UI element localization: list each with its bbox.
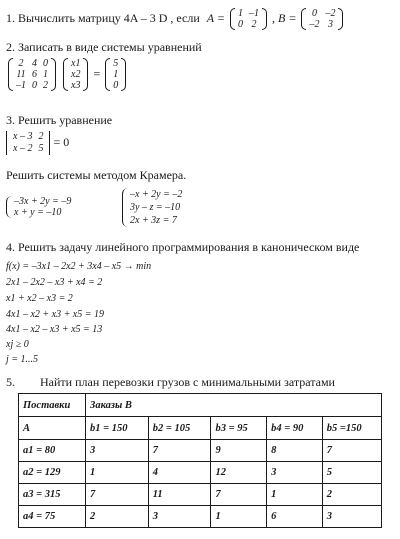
matrix-cell: 0 xyxy=(32,80,37,91)
table-cell: 11 xyxy=(148,484,211,506)
vector-cell: x2 xyxy=(71,69,81,80)
matrix-cell: 0 xyxy=(311,8,317,19)
matrix-a xyxy=(230,8,267,30)
matrix-cell: –1 xyxy=(16,80,26,91)
table-cell: 2 xyxy=(322,484,381,506)
matrix-cell: –1 xyxy=(249,8,259,19)
system-equation: x + y = –10 xyxy=(14,207,62,218)
constraint: 4x1 – x2 – x3 + x5 = 13 xyxy=(6,324,103,335)
matrix-cell: 11 xyxy=(16,69,26,80)
column-header: b3 = 95 xyxy=(211,417,267,440)
task2-title: 2. Записать в виде системы уравнений xyxy=(6,40,202,54)
det-cell: x – 3 xyxy=(13,131,33,142)
det-rhs: = 0 xyxy=(53,134,70,149)
table-row xyxy=(19,484,382,506)
matrix-cell: –2 xyxy=(309,19,320,30)
system-equation: –x + 2y = –2 xyxy=(130,189,183,200)
index-range: j = 1...5 xyxy=(6,354,39,365)
table-cell: 3 xyxy=(86,440,149,462)
task5-title: Найти план перевозки грузов с минимальными затратами xyxy=(40,375,335,389)
row-label: a2 = 129 xyxy=(19,462,86,484)
matrix-cell: 3 xyxy=(327,19,333,30)
determinant-equation xyxy=(6,131,69,155)
nonnegativity: xj ≥ 0 xyxy=(6,339,29,350)
matrix-cell: 2 xyxy=(43,80,48,91)
det-cell: x – 2 xyxy=(13,143,33,154)
system-2 xyxy=(122,188,182,227)
system-equation: –3x + 2y = –9 xyxy=(14,196,72,207)
transport-table xyxy=(18,393,382,528)
table-cell: 8 xyxy=(267,440,323,462)
matrix-cell: 4 xyxy=(32,58,37,69)
table-row xyxy=(19,440,382,462)
vector-cell: 5 xyxy=(113,58,119,69)
row-label: a1 = 80 xyxy=(19,440,86,462)
matrix-cell: 0 xyxy=(238,19,243,30)
table-columns-row xyxy=(19,417,382,440)
matrix-cell: 2 xyxy=(251,19,257,30)
task5-number: 5. xyxy=(6,375,15,389)
objective-function: f(x) = –3x1 – 2x2 + 3x4 – x5 → min xyxy=(6,261,152,272)
table-cell: 3 xyxy=(267,462,323,484)
constraint: x1 + x2 – x3 = 2 xyxy=(6,293,73,304)
column-header: b1 = 150 xyxy=(86,417,149,440)
column-header: b5 =150 xyxy=(322,417,381,440)
column-header: b4 = 90 xyxy=(267,417,323,440)
table-row xyxy=(19,462,382,484)
det-cell: 2 xyxy=(38,131,44,142)
det-cell: 5 xyxy=(38,143,44,154)
matrix-a-label: A = xyxy=(206,10,225,25)
system-1 xyxy=(6,196,71,218)
table-cell: 1 xyxy=(267,484,323,506)
coefficient-matrix xyxy=(8,58,56,91)
table-cell: 5 xyxy=(322,462,381,484)
task5-heading xyxy=(6,375,335,389)
matrix-cell: 0 xyxy=(43,58,48,69)
row-label: a4 = 75 xyxy=(19,506,86,528)
cramer-title: Решить системы методом Крамера. xyxy=(6,168,187,182)
vector-cell: x3 xyxy=(71,80,81,91)
table-cell: 7 xyxy=(322,440,381,462)
column-header: b2 = 105 xyxy=(148,417,211,440)
table-cell: 1 xyxy=(86,462,149,484)
variable-vector xyxy=(63,58,88,91)
equals-sign: = xyxy=(93,66,101,81)
vector-cell: 1 xyxy=(113,69,119,80)
table-cell: 12 xyxy=(211,462,267,484)
task4-title: 4. Решить задачу линейного программирования в каноническом виде xyxy=(6,240,360,254)
system-equation: 2x + 3z = 7 xyxy=(130,215,177,226)
matrix-b-label: , B = xyxy=(272,10,297,25)
brace xyxy=(122,188,129,227)
table-cell: 9 xyxy=(211,440,267,462)
constraint: 2x1 – 2x2 – x3 + x4 = 2 xyxy=(6,277,103,288)
task1-title: 1. Вычислить матрицу 4A – 3 D , если xyxy=(6,10,200,25)
table-cell: 1 xyxy=(211,506,267,528)
table-header-row xyxy=(19,394,382,417)
header-orders: Заказы B xyxy=(86,394,382,417)
determinant xyxy=(6,131,50,155)
task1-line xyxy=(6,8,345,30)
table-cell: 7 xyxy=(148,440,211,462)
table-cell: 3 xyxy=(148,506,211,528)
matrix-cell: 2 xyxy=(18,58,24,69)
brace xyxy=(6,196,13,218)
matrix-cell: 1 xyxy=(238,8,243,19)
table-cell: 4 xyxy=(148,462,211,484)
table-cell: 2 xyxy=(86,506,149,528)
system-equation: 3y – z = –10 xyxy=(130,202,181,213)
matrix-cell: –2 xyxy=(325,8,336,19)
table-cell: 7 xyxy=(86,484,149,506)
header-supply: Поставки xyxy=(19,394,86,417)
matrix-cell: 6 xyxy=(32,69,37,80)
task3-title: 3. Решить уравнение xyxy=(6,113,113,127)
row-label-a: A xyxy=(19,417,86,440)
row-label: a3 = 315 xyxy=(19,484,86,506)
constraint: 4x1 – x2 + x3 + x5 = 19 xyxy=(6,309,104,320)
vector-cell: x1 xyxy=(71,58,81,69)
table-cell: 3 xyxy=(322,506,381,528)
matrix-b xyxy=(301,8,343,30)
table-cell: 6 xyxy=(267,506,323,528)
table-row xyxy=(19,506,382,528)
task2-matrix-equation xyxy=(6,58,128,91)
rhs-vector xyxy=(105,58,126,91)
vector-cell: 0 xyxy=(113,80,119,91)
matrix-cell: 1 xyxy=(43,69,48,80)
table-cell: 7 xyxy=(211,484,267,506)
